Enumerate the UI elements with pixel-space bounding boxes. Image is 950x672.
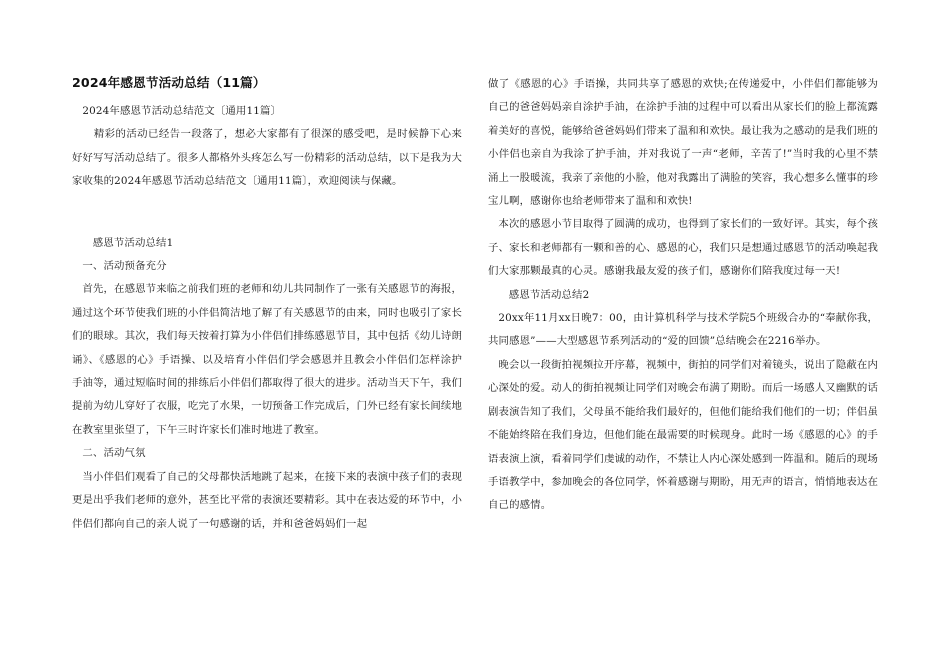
document-subtitle: 2024年感恩节活动总结范文〔通用11篇〕 — [82, 105, 282, 117]
summary1-section2-title: 二、活动气氛 — [82, 447, 146, 460]
left-column — [72, 70, 462, 536]
summary2-heading: 感恩节活动总结2 — [508, 288, 590, 301]
summary1-section1-text: 首先，在感恩节来临之前我们班的老师和幼儿共同制作了一张有关感恩节的海报，通过这个环节使我们班的小伴侣简洁地了解了有关感恩节的由来，同时也吸引了家长们的眼球。其次，我们每天按着打算为小伴侣们排练感恩节目，其中包括《幼儿诗朗诵》、《感恩的心》手语操、以及培育小伴侣们学会感恩并且教会小伴侣们怎样涂护手油等，通过短临时间的排练后小伴侣们都取得了很大的进步。活动当天下午，我们提前为幼儿穿好了衣服，吃完了水果，一切预备工作完成后，门外已经有家长间续地在教室里张望了，下午三时许家长们准时地进了教室。 — [72, 283, 462, 436]
right-column — [488, 73, 878, 518]
summary1-continued-text: 做了《感恩的心》手语操，共同共享了感恩的欢快;在传递爱中，小伴侣们都能够为自己的爸爸妈妈亲自涂护手油，在涂护手油的过程中可以看出从家长们的脸上都流露着美好的喜悦，能够给爸爸妈妈们带来了温和和欢快。最让我为之感动的是我们班的小伴侣也亲自为我涂了护手油，并对我说了一声“老师，辛苦了!”当时我的心里不禁涌上一股暖流，我亲了亲他的小脸，他对我露出了满脸的笑容，我心想多么懂事的珍宝儿啊，感谢你也给老师带来了温和和欢快! — [488, 78, 878, 208]
spacer — [72, 194, 462, 232]
summary2-paragraph-2: 晚会以一段街拍视频拉开序幕，视频中，街拍的同学们对着镜头，说出了隐蔽在内心深处的爱。动人的街拍视频让同学们对晚会布满了期盼。而后一场感人又幽默的话剧表演告知了我们，父母虽不能给我们最好的，但他们能给我们他们的一切；伴侣虽不能始终陪在我们身边，但他们能在最需要的时候现身。此时一场《感恩的心》的手语表演上演，看着同学们虔诚的动作，不禁让人内心深处感到一阵温和。随后的现场手语教学中，参加晚会的各位同学，怀着感谢与期盼，用无声的语言，悄悄地表达在自己的感情。 — [488, 358, 878, 512]
summary1-section1-title: 一、活动预备充分 — [82, 260, 167, 273]
summary2-paragraph-1: 20xx年11月xx日晚7：00，由计算机科学与技术学院5个班级合办的“奉献你我，共同感恩”——大型感恩节系列活动的“爱的回馈”总结晚会在2216举办。 — [488, 312, 878, 348]
document-title: 2024年感恩节活动总结（11篇） — [72, 75, 266, 90]
summary1-section2-text: 当小伴侣们观看了自己的父母都快活地跳了起来，在接下来的表演中孩子们的表现更是出乎我们老师的意外，甚至比平常的表演还要精彩。其中在表达爱的环节中，小伴侣们都向自己的亲人说了一句感谢的话，并和爸爸妈妈们一起 — [72, 470, 462, 530]
summary1-closing-text: 本次的感恩小节目取得了圆满的成功，也得到了家长们的一致好评。其实，每个孩子、家长和老师都有一颗和善的心、感恩的心，我们只是想通过感恩节的活动唤起我们大家那颗最真的心灵。感谢我最友爱的孩子们，感谢你们陪我度过每一天! — [488, 218, 878, 278]
summary1-heading: 感恩节活动总结1 — [92, 236, 174, 249]
intro-paragraph: 精彩的活动已经告一段落了，想必大家都有了很深的感受吧，是时候静下心来好好写写活动总结了。很多人都格外头疼怎么写一份精彩的活动总结，以下是我为大家收集的2024年感恩节活动总结范文〔通用11篇〕，欢迎阅读与保藏。 — [72, 128, 462, 188]
